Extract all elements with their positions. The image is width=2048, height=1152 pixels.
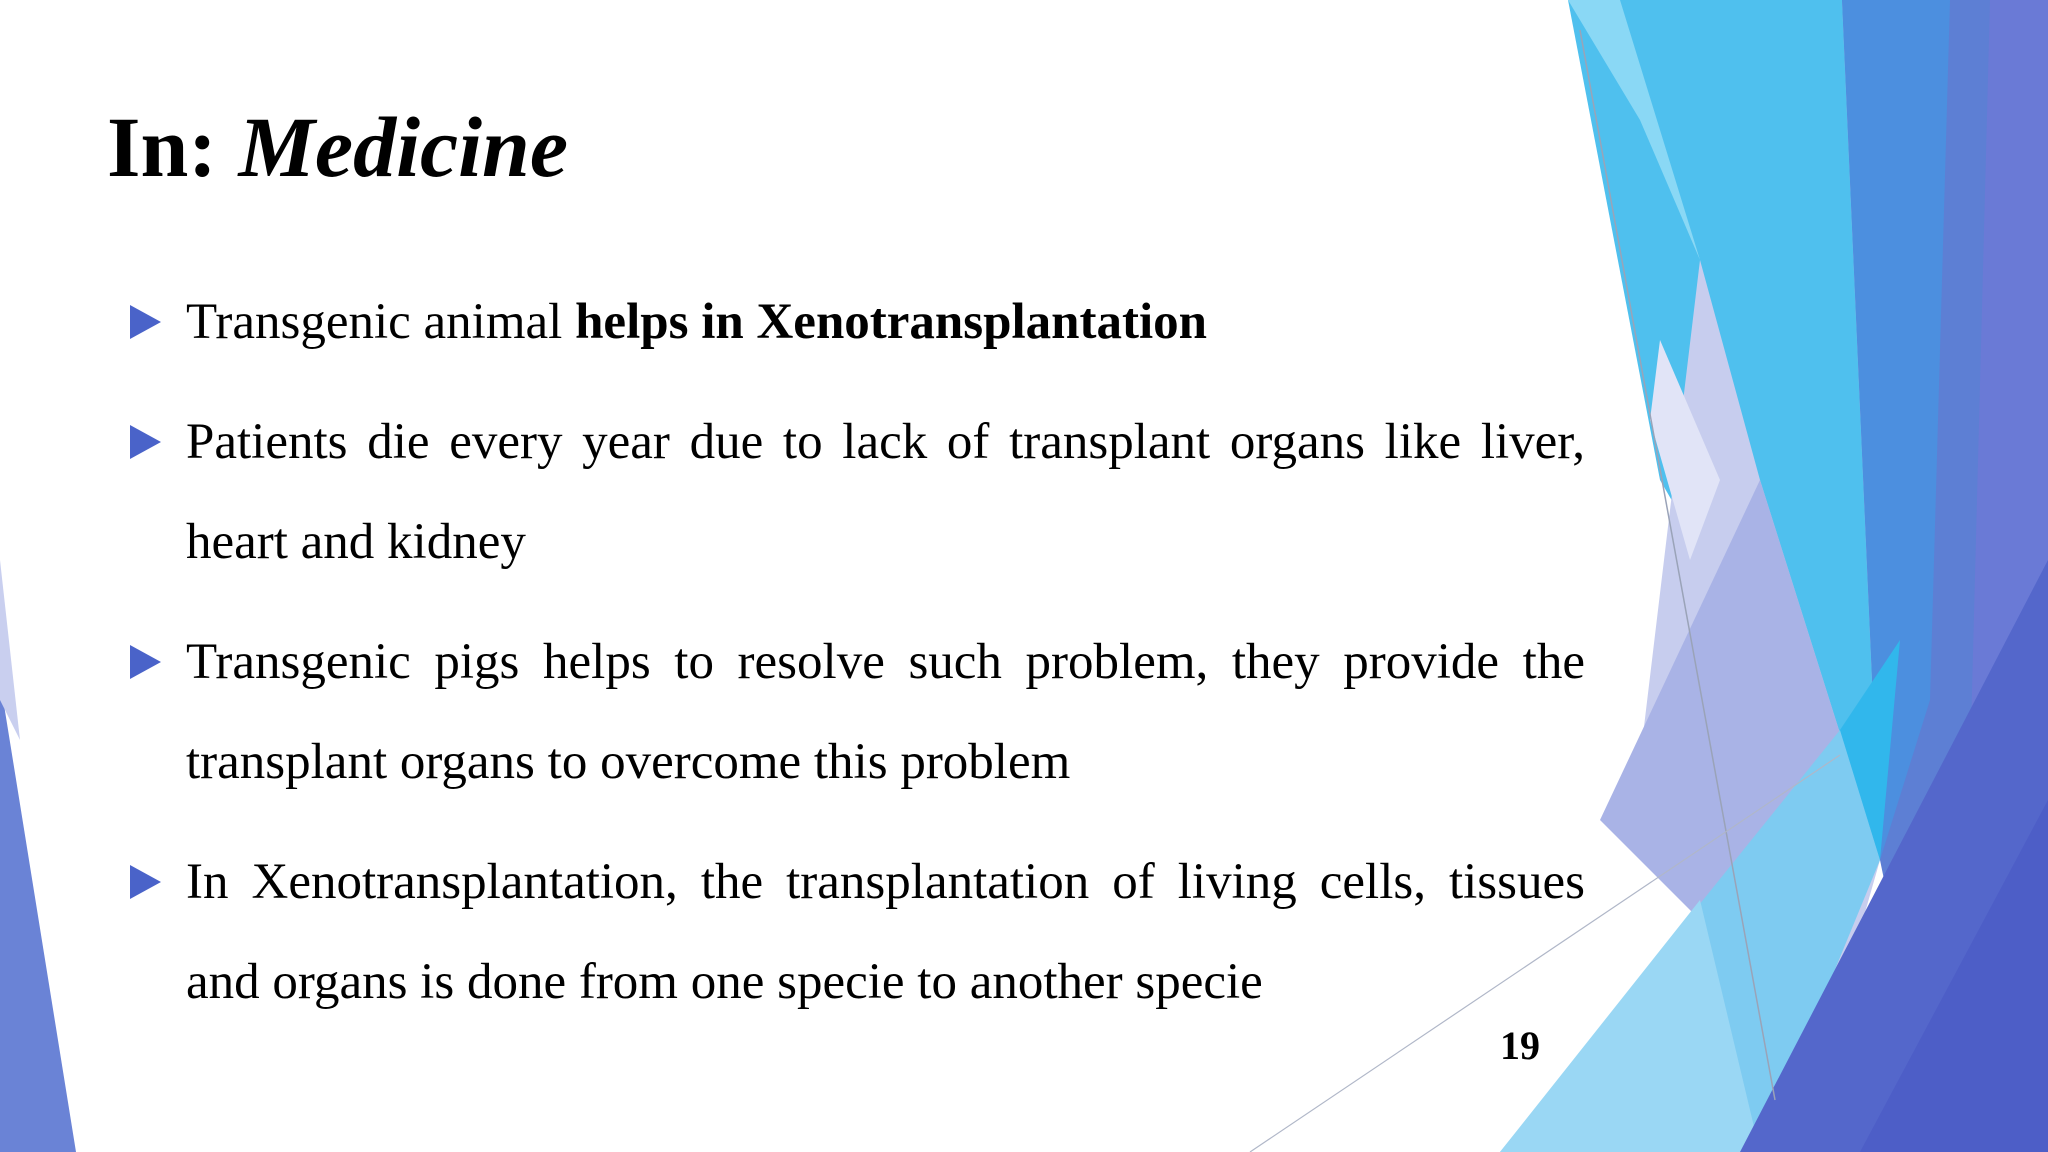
bullet-text-bold: helps in Xenotransplantation: [575, 294, 1208, 350]
deco-left-blue-facet: [0, 680, 76, 1152]
bullet-text: In Xenotransplantation, the transplantation of living cells, tissues and organs is done from one specie to another specie: [186, 854, 1585, 1010]
bullet-arrow-icon: [130, 425, 161, 459]
bullet-arrow-icon: [130, 645, 161, 679]
page-number: 19: [1500, 1023, 1540, 1068]
slide-title-topic: Medicine: [238, 99, 569, 195]
bullet-item: [130, 832, 1585, 1032]
bullet-arrow-icon: [130, 865, 161, 899]
slide-title-prefix: In:: [107, 99, 217, 195]
bullet-item: [130, 612, 1585, 812]
bullet-text-plain: Transgenic animal: [186, 294, 576, 350]
bullet-item: [130, 272, 1585, 372]
bullet-arrow-icon: [130, 305, 161, 339]
bullet-text: Patients die every year due to lack of transplant organs like liver, heart and kidney: [186, 414, 1585, 570]
slide-title: [107, 100, 568, 195]
bullet-text: Transgenic pigs helps to resolve such problem, they provide the transplant organs to overcome this problem: [186, 634, 1585, 790]
bullet-list: [130, 272, 1585, 1052]
bullet-item: [130, 392, 1585, 592]
